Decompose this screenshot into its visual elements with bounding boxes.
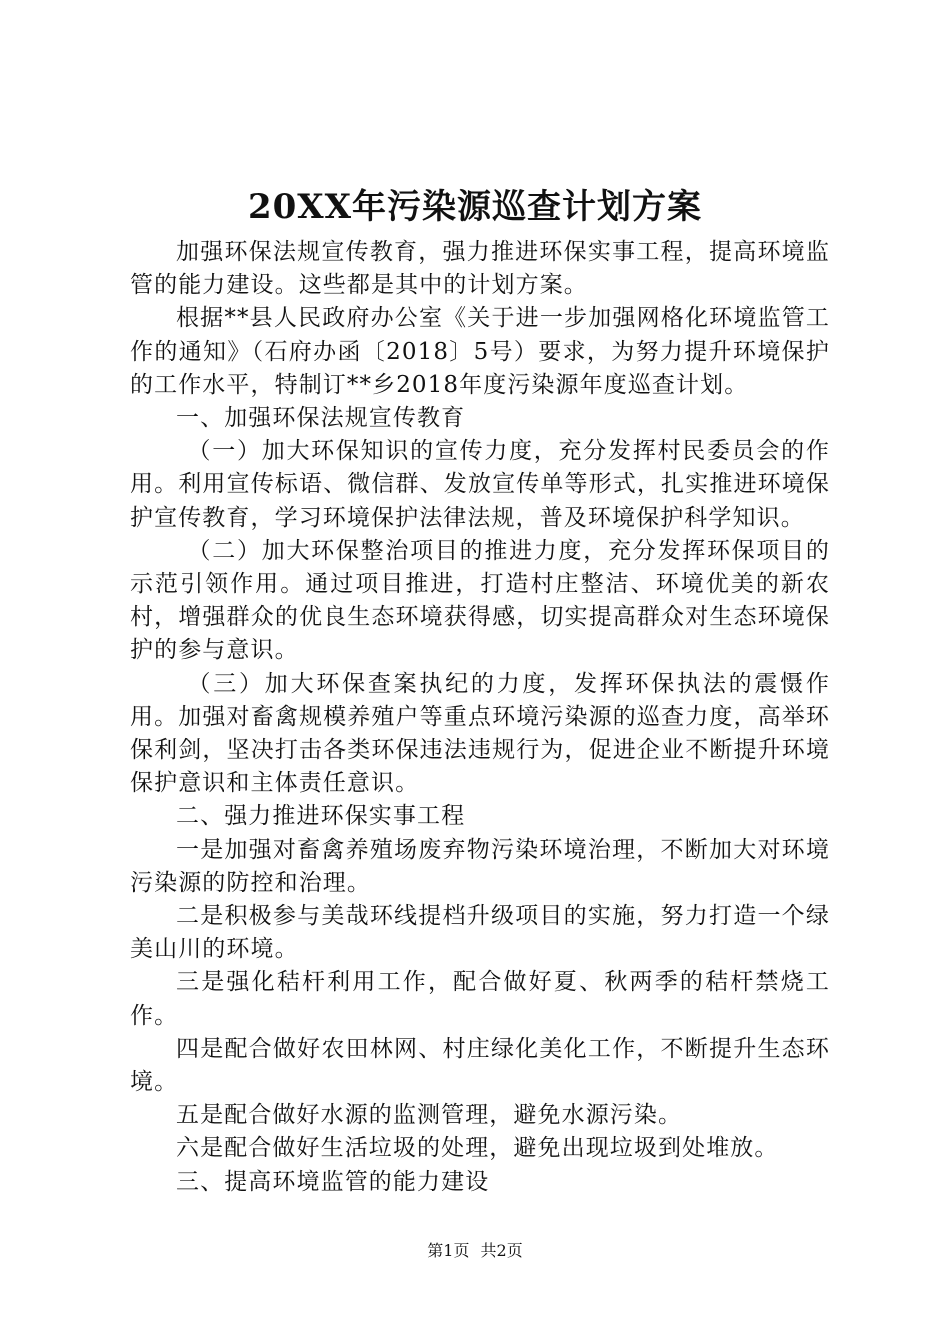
page-number: 第1页: [427, 1241, 470, 1260]
paragraph-basis: 根据**县人民政府办公室《关于进一步加强网格化环境监管工作的通知》（石府办函〔2018〕5号）要求，为努力提升环境保护的工作水平，特制订**乡2018年度污染源年度巡查计划。: [130, 305, 830, 398]
document-title: 20XX年污染源巡查计划方案: [247, 187, 703, 227]
subsection-1-3: （三）加大环保查案执纪的力度，发挥环保执法的震慑作用。加强对畜禽规模养殖户等重点环境污染源的巡查力度，高举环保利剑，坚决打击各类环保违法违规行为，促进企业不断提升环境保护意识和主体责任意识。: [130, 670, 830, 797]
subsection-1-1: （一）加大环保知识的宣传力度，充分发挥村民委员会的作用。利用宣传标语、微信群、发放宣传单等形式，扎实推进环境保护宣传教育，学习环境保护法律法规，普及环境保护科学知识。: [130, 438, 830, 531]
item-2-3: 三是强化秸杆利用工作，配合做好夏、秋两季的秸杆禁烧工作。: [130, 969, 830, 1029]
section-heading-2: 二、强力推进环保实事工程: [176, 803, 466, 830]
item-2-1: 一是加强对畜禽养殖场废弃物污染环境治理，不断加大对环境污染源的防控和治理。: [130, 836, 830, 896]
section-heading-1: 一、加强环保法规宣传教育: [176, 405, 466, 432]
item-2-6: 六是配合做好生活垃圾的处理，避免出现垃圾到处堆放。: [176, 1135, 779, 1162]
item-2-5: 五是配合做好水源的监测管理，避免水源污染。: [176, 1102, 683, 1129]
item-2-2: 二是积极参与美哉环线提档升级项目的实施，努力打造一个绿美山川的环境。: [130, 903, 830, 963]
paragraph-intro: 加强环保法规宣传教育，强力推进环保实事工程，提高环境监管的能力建设。这些都是其中的计划方案。: [130, 239, 830, 299]
page-footer: [0, 1240, 950, 1262]
section-heading-3: 三、提高环境监管的能力建设: [176, 1168, 490, 1195]
page-total: 共2页: [480, 1241, 523, 1260]
document-body: [130, 236, 830, 1199]
subsection-1-2: （二）加大环保整治项目的推进力度，充分发挥环保项目的示范引领作用。通过项目推进，打造村庄整洁、环境优美的新农村，增强群众的优良生态环境获得感，切实提高群众对生态环境保护的参与意识。: [130, 537, 830, 664]
item-2-4: 四是配合做好农田林网、村庄绿化美化工作，不断提升生态环境。: [130, 1035, 830, 1096]
